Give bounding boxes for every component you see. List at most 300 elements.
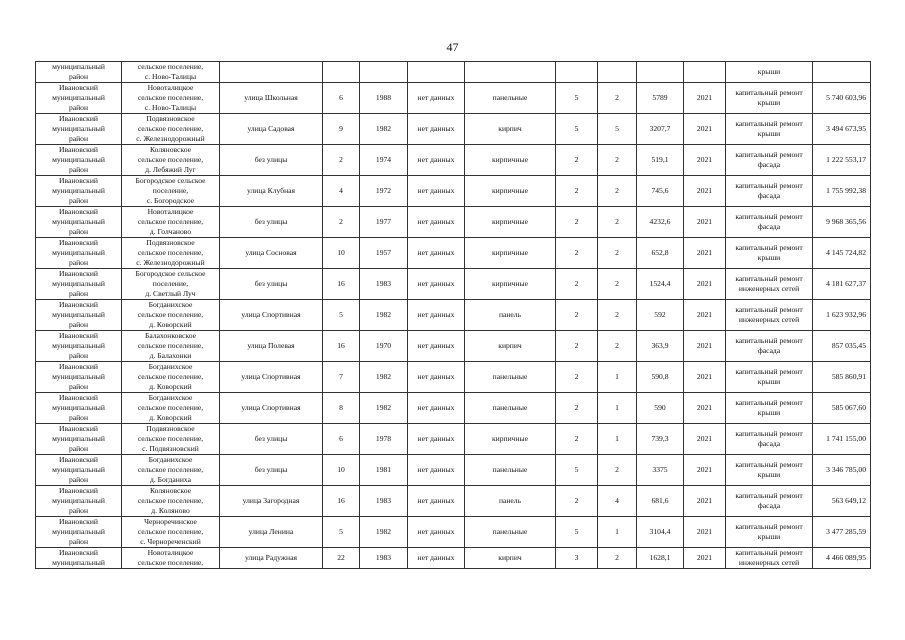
cell-line: Богородское сельское <box>135 176 206 186</box>
cell-line: сельское поселение, <box>137 434 204 444</box>
cell-line: сельское поселение, <box>137 310 204 320</box>
cell-line: район <box>68 505 89 515</box>
cell-line: капитальный ремонт <box>735 212 803 222</box>
table-row <box>36 269 871 300</box>
cell-line: крыши <box>757 532 781 541</box>
house-number-cell <box>323 62 360 83</box>
work-type-cell <box>726 331 813 362</box>
cell-line: фасада <box>757 191 781 200</box>
housing-register-table <box>35 61 871 569</box>
cell-line: район <box>68 536 89 546</box>
settlement-cell <box>122 300 220 331</box>
table-row <box>36 455 871 486</box>
street-cell: без улицы <box>220 207 323 238</box>
cell-line: район <box>68 474 89 484</box>
work-type-cell <box>726 269 813 300</box>
cell-line: капитальный ремонт <box>735 367 803 377</box>
work-type-cell <box>726 455 813 486</box>
info-cell: нет данных <box>408 517 465 548</box>
cell-line: район <box>68 164 89 174</box>
build-year-cell: 1981 <box>360 455 408 486</box>
cell-line: Ивановский <box>59 83 98 93</box>
cell-line: крыши <box>757 253 781 262</box>
cell-line: капитальный ремонт <box>735 398 803 408</box>
cell-line: Богданихское <box>148 455 193 465</box>
table-row <box>36 424 871 455</box>
cost-cell: 3 477 285,59 <box>813 517 871 548</box>
info-cell: нет данных <box>408 331 465 362</box>
cell-line: муниципальный <box>52 372 105 382</box>
district-cell <box>36 62 122 83</box>
house-number-cell: 8 <box>323 393 360 424</box>
info-cell: нет данных <box>408 362 465 393</box>
plan-year-cell: 2021 <box>684 331 726 362</box>
entrances-cell: 1 <box>598 517 637 548</box>
cell-line: муниципальный <box>52 527 105 537</box>
district-cell <box>36 331 122 362</box>
table-row <box>36 207 871 238</box>
district-cell <box>36 517 122 548</box>
house-number-cell: 6 <box>323 83 360 114</box>
cell-line: район <box>68 443 89 453</box>
work-type-cell <box>726 486 813 517</box>
info-cell: нет данных <box>408 486 465 517</box>
cell-line: д. Лебяжий Луг <box>145 164 196 174</box>
street-cell: улица Ленина <box>220 517 323 548</box>
settlement-cell <box>122 331 220 362</box>
cell-line: капитальный ремонт <box>735 336 803 346</box>
cell-line: район <box>68 381 89 391</box>
house-number-cell: 16 <box>323 486 360 517</box>
cost-cell: 9 968 365,56 <box>813 207 871 238</box>
cost-cell <box>813 62 871 83</box>
cell-line: район <box>68 319 89 329</box>
settlement-cell <box>122 424 220 455</box>
work-type-cell <box>726 114 813 145</box>
entrances-cell: 2 <box>598 455 637 486</box>
build-year-cell <box>360 62 408 83</box>
plan-year-cell: 2021 <box>684 362 726 393</box>
build-year-cell: 1982 <box>360 517 408 548</box>
settlement-cell <box>122 548 220 569</box>
house-number-cell: 9 <box>323 114 360 145</box>
cell-line: Богданихское <box>148 393 193 403</box>
table-row <box>36 517 871 548</box>
plan-year-cell: 2021 <box>684 424 726 455</box>
entrances-cell: 1 <box>598 424 637 455</box>
cell-line: Богданихское <box>148 300 193 310</box>
work-type-cell <box>726 300 813 331</box>
wall-material-cell: кирпичные <box>465 238 556 269</box>
district-cell <box>36 486 122 517</box>
table-row <box>36 62 871 83</box>
plan-year-cell: 2021 <box>684 455 726 486</box>
wall-material-cell: панельные <box>465 362 556 393</box>
cell-line: капитальный ремонт <box>735 150 803 160</box>
area-cell: 590,8 <box>637 362 684 393</box>
entrances-cell: 2 <box>598 269 637 300</box>
cell-line: Подвязновское <box>146 114 195 124</box>
info-cell: нет данных <box>408 176 465 207</box>
build-year-cell: 1974 <box>360 145 408 176</box>
work-type-cell <box>726 62 813 83</box>
plan-year-cell: 2021 <box>684 393 726 424</box>
cell-line: район <box>68 72 89 81</box>
info-cell: нет данных <box>408 238 465 269</box>
area-cell <box>637 62 684 83</box>
work-type-cell <box>726 83 813 114</box>
table-row <box>36 114 871 145</box>
cell-line: муниципальный <box>52 279 105 289</box>
cost-cell: 1 623 932,96 <box>813 300 871 331</box>
area-cell: 3104,4 <box>637 517 684 548</box>
area-cell: 3375 <box>637 455 684 486</box>
cell-line: сельское поселение, <box>137 62 204 72</box>
cell-line: фасада <box>757 160 781 169</box>
cell-line: с. Чернореченский <box>140 536 201 546</box>
cell-line: с. Железнодорожный <box>136 257 205 267</box>
cell-line: сельское поселение, <box>137 496 204 506</box>
page-number: 47 <box>446 40 459 54</box>
cell-line: Новоталицкое <box>147 83 194 93</box>
cell-line: район <box>68 133 89 143</box>
cost-cell: 5 740 603,96 <box>813 83 871 114</box>
floors-cell: 2 <box>556 238 598 269</box>
cell-line: крыши <box>757 129 781 138</box>
info-cell: нет данных <box>408 269 465 300</box>
table-row <box>36 362 871 393</box>
wall-material-cell: кирпичные <box>465 207 556 238</box>
settlement-cell <box>122 145 220 176</box>
floors-cell: 2 <box>556 300 598 331</box>
settlement-cell <box>122 114 220 145</box>
street-cell: улица Клубная <box>220 176 323 207</box>
area-cell: 590 <box>637 393 684 424</box>
cell-line: Богородское сельское <box>135 269 206 279</box>
cell-line: инженерных сетей <box>738 315 800 324</box>
info-cell: нет данных <box>408 548 465 569</box>
cell-line: Балахонковское <box>145 331 196 341</box>
entrances-cell: 2 <box>598 145 637 176</box>
cell-line: сельское поселение, <box>137 558 204 567</box>
cell-line: с. Подвязновский <box>142 443 199 453</box>
cell-line: с. Железнодорожный <box>136 133 205 143</box>
cell-line: муниципальный <box>52 465 105 475</box>
plan-year-cell: 2021 <box>684 238 726 269</box>
info-cell: нет данных <box>408 145 465 176</box>
cell-line: капитальный ремонт <box>735 243 803 253</box>
floors-cell: 2 <box>556 207 598 238</box>
street-cell: улица Радужная <box>220 548 323 569</box>
cell-line: д. Коворский <box>149 319 192 329</box>
entrances-cell: 2 <box>598 176 637 207</box>
cost-cell: 4 145 724,82 <box>813 238 871 269</box>
build-year-cell: 1983 <box>360 486 408 517</box>
build-year-cell: 1983 <box>360 548 408 569</box>
table-row <box>36 176 871 207</box>
entrances-cell: 2 <box>598 83 637 114</box>
cell-line: муниципальный <box>52 62 105 72</box>
wall-material-cell: кирпичные <box>465 176 556 207</box>
entrances-cell: 2 <box>598 548 637 569</box>
area-cell: 745,6 <box>637 176 684 207</box>
floors-cell: 5 <box>556 83 598 114</box>
district-cell <box>36 424 122 455</box>
area-cell: 681,6 <box>637 486 684 517</box>
entrances-cell: 4 <box>598 486 637 517</box>
work-type-cell <box>726 517 813 548</box>
build-year-cell: 1982 <box>360 362 408 393</box>
info-cell: нет данных <box>408 300 465 331</box>
work-type-cell <box>726 176 813 207</box>
build-year-cell: 1982 <box>360 300 408 331</box>
cell-line: район <box>68 102 89 112</box>
wall-material-cell: панель <box>465 486 556 517</box>
entrances-cell <box>598 62 637 83</box>
cell-line: крыши <box>757 98 781 107</box>
cell-line: с. Богородское <box>146 195 195 205</box>
wall-material-cell: панельные <box>465 455 556 486</box>
district-cell <box>36 393 122 424</box>
cell-line: капитальный ремонт <box>735 119 803 129</box>
cell-line: Богданихское <box>148 362 193 372</box>
entrances-cell: 1 <box>598 362 637 393</box>
floors-cell: 5 <box>556 114 598 145</box>
entrances-cell: 2 <box>598 300 637 331</box>
plan-year-cell: 2021 <box>684 114 726 145</box>
cell-line: муниципальный <box>52 217 105 227</box>
district-cell <box>36 145 122 176</box>
info-cell <box>408 62 465 83</box>
floors-cell: 2 <box>556 176 598 207</box>
entrances-cell: 5 <box>598 114 637 145</box>
street-cell: без улицы <box>220 269 323 300</box>
cell-line: д. Коворский <box>149 381 192 391</box>
cell-line: муниципальный <box>52 186 105 196</box>
cost-cell: 1 741 155,00 <box>813 424 871 455</box>
settlement-cell <box>122 362 220 393</box>
plan-year-cell <box>684 62 726 83</box>
cell-line: Ивановский <box>59 455 98 465</box>
house-number-cell: 16 <box>323 269 360 300</box>
plan-year-cell: 2021 <box>684 207 726 238</box>
info-cell: нет данных <box>408 114 465 145</box>
settlement-cell <box>122 517 220 548</box>
house-number-cell: 10 <box>323 455 360 486</box>
wall-material-cell <box>465 62 556 83</box>
floors-cell: 2 <box>556 424 598 455</box>
floors-cell: 5 <box>556 517 598 548</box>
street-cell: улица Спортивная <box>220 393 323 424</box>
house-number-cell: 5 <box>323 517 360 548</box>
cell-line: Ивановский <box>59 176 98 186</box>
info-cell: нет данных <box>408 83 465 114</box>
cell-line: фасада <box>757 501 781 510</box>
cell-line: капитальный ремонт <box>735 522 803 532</box>
cell-line: фасада <box>757 439 781 448</box>
cell-line: муниципальный <box>52 496 105 506</box>
cell-line: инженерных сетей <box>738 284 800 293</box>
cell-line: Новоталицкое <box>147 207 194 217</box>
info-cell: нет данных <box>408 393 465 424</box>
work-type-cell <box>726 424 813 455</box>
cost-cell: 3 494 673,95 <box>813 114 871 145</box>
house-number-cell: 22 <box>323 548 360 569</box>
work-type-cell <box>726 238 813 269</box>
cell-line: сельское поселение, <box>137 403 204 413</box>
cell-line: Ивановский <box>59 145 98 155</box>
cost-cell: 585 067,60 <box>813 393 871 424</box>
build-year-cell: 1988 <box>360 83 408 114</box>
area-cell: 652,8 <box>637 238 684 269</box>
cell-line: сельское поселение, <box>137 217 204 227</box>
build-year-cell: 1983 <box>360 269 408 300</box>
cell-line: Черноречинское <box>144 517 197 527</box>
cell-line: фасада <box>757 222 781 231</box>
cell-line: муниципальный <box>52 310 105 320</box>
house-number-cell: 6 <box>323 424 360 455</box>
floors-cell: 2 <box>556 486 598 517</box>
wall-material-cell: кирпичные <box>465 424 556 455</box>
street-cell: улица Школьная <box>220 83 323 114</box>
district-cell <box>36 114 122 145</box>
wall-material-cell: кирпич <box>465 114 556 145</box>
cell-line: Ивановский <box>59 238 98 248</box>
cell-line: муниципальный <box>52 341 105 351</box>
cost-cell: 1 222 553,17 <box>813 145 871 176</box>
table-row <box>36 83 871 114</box>
settlement-cell <box>122 269 220 300</box>
cell-line: поселение, <box>152 279 189 289</box>
build-year-cell: 1982 <box>360 393 408 424</box>
cell-line: капитальный ремонт <box>735 460 803 470</box>
cell-line: с. Ново-Талицы <box>144 102 197 112</box>
cell-line: д. Голчаново <box>149 226 192 236</box>
wall-material-cell: панель <box>465 300 556 331</box>
area-cell: 739,3 <box>637 424 684 455</box>
cell-line: с. Ново-Талицы <box>144 72 197 81</box>
area-cell: 592 <box>637 300 684 331</box>
cell-line: сельское поселение, <box>137 155 204 165</box>
entrances-cell: 1 <box>598 393 637 424</box>
work-type-cell <box>726 145 813 176</box>
cell-line: д. Балахонки <box>149 350 192 360</box>
entrances-cell: 2 <box>598 331 637 362</box>
district-cell <box>36 362 122 393</box>
plan-year-cell: 2021 <box>684 145 726 176</box>
floors-cell: 2 <box>556 269 598 300</box>
floors-cell: 2 <box>556 362 598 393</box>
street-cell: без улицы <box>220 455 323 486</box>
street-cell: без улицы <box>220 145 323 176</box>
plan-year-cell: 2021 <box>684 83 726 114</box>
cell-line: Ивановский <box>59 548 98 558</box>
cell-line: Ивановский <box>59 424 98 434</box>
entrances-cell: 2 <box>598 207 637 238</box>
plan-year-cell: 2021 <box>684 176 726 207</box>
table-row <box>36 393 871 424</box>
cell-line: муниципальный <box>52 403 105 413</box>
table-row <box>36 486 871 517</box>
cell-line: район <box>68 288 89 298</box>
cell-line: Подвязновское <box>146 424 195 434</box>
cell-line: д. Коворский <box>149 412 192 422</box>
wall-material-cell: кирпич <box>465 331 556 362</box>
district-cell <box>36 269 122 300</box>
cost-cell: 585 860,91 <box>813 362 871 393</box>
wall-material-cell: кирпич <box>465 548 556 569</box>
cell-line: Коляновское <box>149 145 191 155</box>
cell-line: муниципальный <box>52 124 105 134</box>
cell-line: капитальный ремонт <box>735 491 803 501</box>
area-cell: 1628,1 <box>637 548 684 569</box>
cost-cell: 4 181 627,37 <box>813 269 871 300</box>
settlement-cell <box>122 176 220 207</box>
area-cell: 363,9 <box>637 331 684 362</box>
area-cell: 519,1 <box>637 145 684 176</box>
table-row <box>36 300 871 331</box>
cell-line: сельское поселение, <box>137 527 204 537</box>
cell-line: Ивановский <box>59 269 98 279</box>
cell-line: поселение, <box>152 186 189 196</box>
cell-line: район <box>68 257 89 267</box>
table-row <box>36 548 871 569</box>
cell-line: Ивановский <box>59 362 98 372</box>
table-row <box>36 331 871 362</box>
cell-line: капитальный ремонт <box>735 548 803 558</box>
area-cell: 5789 <box>637 83 684 114</box>
house-number-cell: 10 <box>323 238 360 269</box>
house-number-cell: 5 <box>323 300 360 331</box>
cell-line: Ивановский <box>59 486 98 496</box>
build-year-cell: 1978 <box>360 424 408 455</box>
house-number-cell: 4 <box>323 176 360 207</box>
settlement-cell <box>122 455 220 486</box>
cell-line: крыши <box>757 470 781 479</box>
house-number-cell: 2 <box>323 207 360 238</box>
cell-line: капитальный ремонт <box>735 181 803 191</box>
info-cell: нет данных <box>408 455 465 486</box>
plan-year-cell: 2021 <box>684 269 726 300</box>
cell-line: район <box>68 226 89 236</box>
cell-line: Подвязновское <box>146 238 195 248</box>
cost-cell: 563 649,12 <box>813 486 871 517</box>
cost-cell: 857 035,45 <box>813 331 871 362</box>
plan-year-cell: 2021 <box>684 517 726 548</box>
district-cell <box>36 238 122 269</box>
cell-line: сельское поселение, <box>137 248 204 258</box>
build-year-cell: 1982 <box>360 114 408 145</box>
floors-cell <box>556 62 598 83</box>
house-number-cell: 2 <box>323 145 360 176</box>
build-year-cell: 1957 <box>360 238 408 269</box>
cell-line: д. Светлый Луч <box>145 288 196 298</box>
floors-cell: 2 <box>556 393 598 424</box>
house-number-cell: 7 <box>323 362 360 393</box>
area-cell: 3207,7 <box>637 114 684 145</box>
district-cell <box>36 207 122 238</box>
area-cell: 1524,4 <box>637 269 684 300</box>
cell-line: капитальный ремонт <box>735 305 803 315</box>
settlement-cell <box>122 238 220 269</box>
cell-line: д. Коляново <box>151 505 190 515</box>
wall-material-cell: панельные <box>465 517 556 548</box>
street-cell <box>220 62 323 83</box>
work-type-cell <box>726 548 813 569</box>
street-cell: улица Садовая <box>220 114 323 145</box>
district-cell <box>36 455 122 486</box>
cell-line: д. Богданиха <box>150 474 191 484</box>
